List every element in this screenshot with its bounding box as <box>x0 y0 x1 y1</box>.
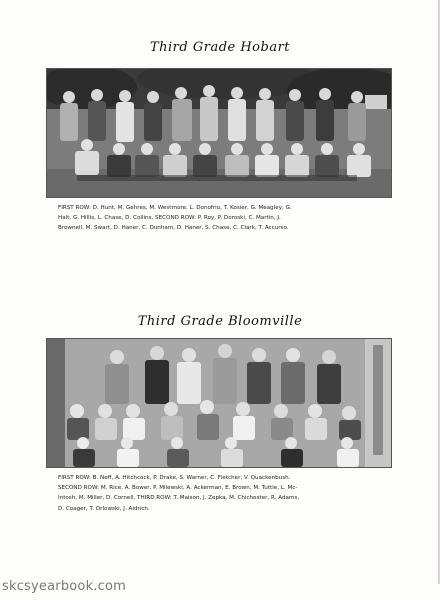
caption-line: FIRST ROW: D. Hunt, M. Gehres, M. Westmore, L. Donofrio, T. Kosier, G. Meagley, G. <box>58 205 292 211</box>
caption-line: Halt, G. Hillis, L. Chase, D. Collins, SECOND ROW: P. Roy, P. Doroski, C. Martin, J. <box>58 215 281 222</box>
site-watermark: skcsyearbook.com <box>2 579 127 594</box>
caption-hobart <box>58 203 376 234</box>
caption-line: D. Coager, T. Orlowski, J. Aldrich. <box>58 505 150 512</box>
class-photo-bloomville-image <box>47 339 391 467</box>
caption-line: SECOND ROW: M. Rice, A. Bower, P. Milewski, A. Ackerman, E. Brown, M. Tuttle, L. Mc- <box>58 485 298 492</box>
caption-line: Intosh, M. Miller, D. Cornell, THIRD ROW: T. Maison, J. Zepka, M. Chichester, R. Adams, <box>58 495 300 502</box>
class-photo-bloomville <box>46 338 392 468</box>
class-photo-hobart <box>46 68 392 198</box>
caption-bloomville <box>58 473 376 514</box>
section-title-bloomville: Third Grade Bloomville <box>137 314 303 329</box>
section-title-hobart: Third Grade Hobart <box>149 40 291 55</box>
caption-line: Brownell, M. Swart, D. Haner, C. Dunham, D. Haner, S. Chase, C. Clark, T. Accurso. <box>58 225 289 232</box>
class-photo-hobart-image <box>47 69 391 197</box>
caption-line: FIRST ROW: B. Neff, A. Hitchcock, P. Drake, S. Warner, C. Fletcher, V. Quackenbush. <box>58 475 291 481</box>
